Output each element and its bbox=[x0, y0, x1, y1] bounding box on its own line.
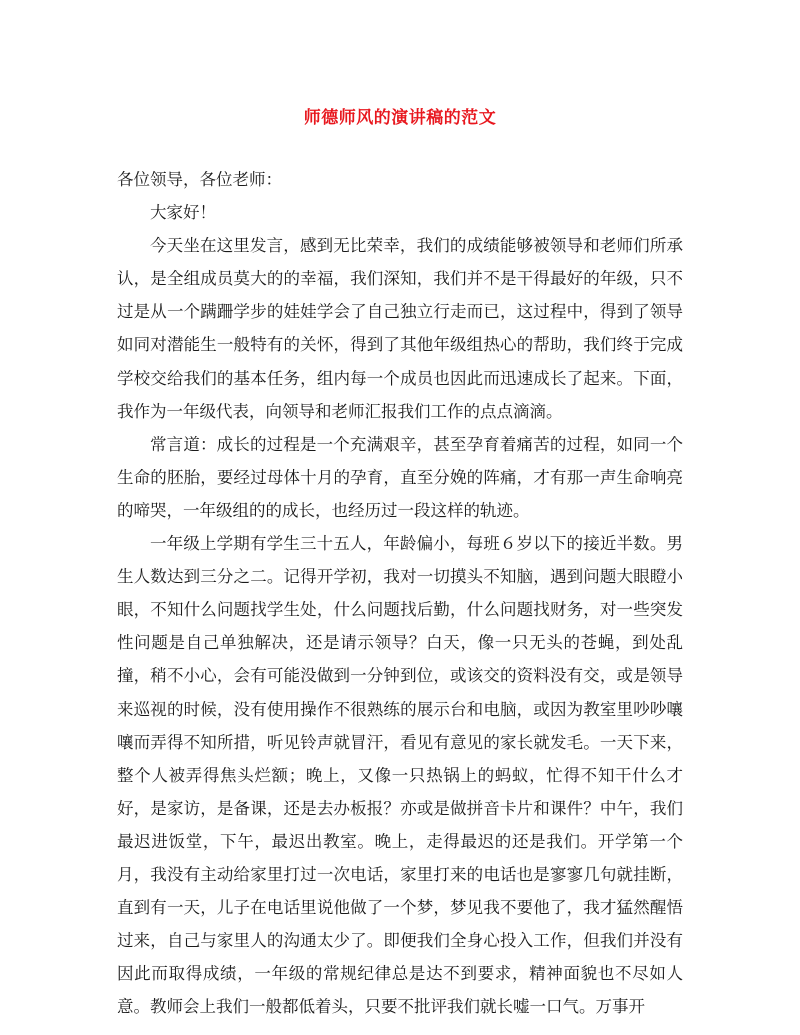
paragraph-first-semester: 一年级上学期有学生三十五人，年龄偏小，每班６岁以下的接近半数。男生人数达到三分之二。记得开学初，我对一切摸头不知脑，遇到问题大眼瞪小眼，不知什么问题找学生处，什么问题找后勤，什么问题找财务，对一些突发性问题是自己单独解决，还是请示领导？白天，像一只无头的苍蝇，到处乱撞，稍不小心，会有可能没做到一分钟到位，或该交的资料没有交，或是领导来巡视的时候，没有使用操作不很熟练的展示台和电脑，或因为教室里吵吵嚷嚷而弄得不知所措，听见铃声就冒汗，看见有意见的家长就发毛。一天下来，整个人被弄得焦头烂额；晚上，又像一只热锅上的蚂蚁，忙得不知干什么才好，是家访，是备课，还是去办板报？亦或是做拼音卡片和课件？中午，我们最迟进饭堂，下午，最迟出教室。晚上，走得最迟的还是我们。开学第一个月，我没有主动给家里打过一次电话，家里打来的电话也是寥寥几句就挂断，直到有一天，儿子在电话里说他做了一个梦，梦见我不要他了，我才猛然醒悟过来，自己与家里人的沟通太少了。即便我们全身心投入工作，但我们并没有因此而取得成绩，一年级的常规纪律总是达不到要求，精神面貌也不尽如人意。教师会上我们一般都低着头，只要不批评我们就长嘘一口气。万事开 bbox=[117, 534, 683, 1017]
document-title: 师德师风的演讲稿的范文 bbox=[303, 108, 497, 128]
paragraph-greeting: 大家好！ bbox=[150, 203, 216, 223]
salutation: 各位领导，各位老师： bbox=[117, 170, 282, 189]
paragraph-introduction: 今天坐在这里发言，感到无比荣幸，我们的成绩能够被领导和老师们所承认，是全组成员莫大的的幸福，我们深知，我们并不是干得最好的年级，只不过是从一个蹒跚学步的娃娃学会了自己独立行走而已，这过程中，得到了领导如同对潜能生一般特有的关怀，得到了其他年级组热心的帮助，我们终于完成学校交给我们的基本任务，组内每一个成员也因此而迅速成长了起来。下面，我作为一年级代表，向领导和老师汇报我们工作的点点滴滴。 bbox=[117, 236, 683, 421]
paragraph-growth: 常言道：成长的过程是一个充满艰辛，甚至孕育着痛苦的过程，如同一个生命的胚胎，要经过母体十月的孕育，直至分娩的阵痛，才有那一声生命响亮的啼哭，一年级组的的成长，也经历过一段这样的轨迹。 bbox=[117, 434, 683, 520]
document-body bbox=[117, 163, 683, 1023]
